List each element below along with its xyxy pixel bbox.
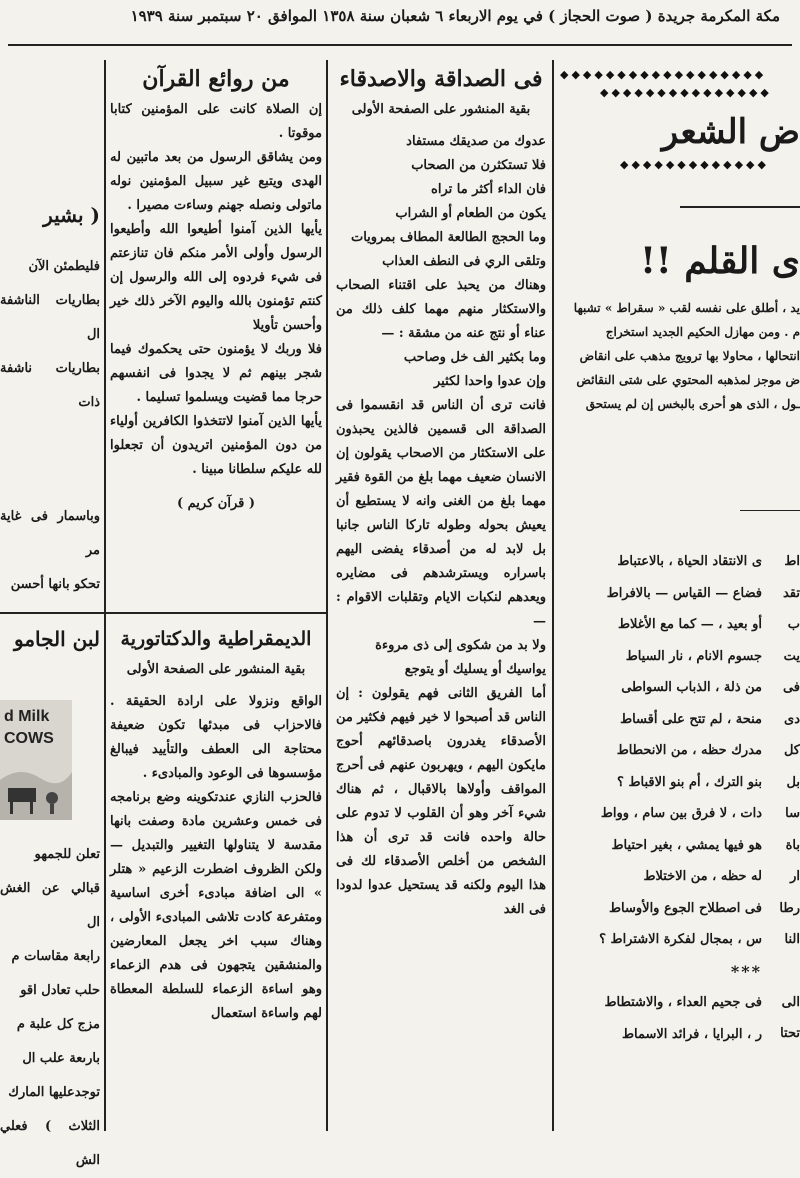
poem-line: ى الانتقاد الحياة ، بالاعتباط xyxy=(617,554,762,569)
ornament-border-bottom: ◆◆◆◆◆◆◆◆◆◆◆◆◆ xyxy=(620,158,769,171)
partial-line: توجدعليها المارك xyxy=(8,1085,100,1100)
poem-line: له حظه ، من الاختلاط xyxy=(643,869,762,884)
verse: يأيها الذين آمنوا لاتتخذوا الكافرين أولياء من دون المؤمنين اتريدون أن تجعلوا لله عليكم سلطانا مبينا . xyxy=(110,414,322,477)
partial-line: مزج كل علبة م xyxy=(16,1017,100,1032)
partial-line: بطاريات الناشفة ال xyxy=(0,293,100,342)
verse: فلا وربك لا يؤمنون حتى يحكموك فيما شجر بينهم ثم لا يجدوا فى انفسهم حرجا مما قضيت ويسلموا تسليما . xyxy=(110,342,322,405)
left-partial-bottom xyxy=(0,838,100,1178)
intro-line: ض موجز لمذهبه المحتوي على شتى النقائض xyxy=(576,373,800,387)
poem-line: جسوم الانام ، نار السياط xyxy=(625,648,762,664)
ad-text-line: COWS xyxy=(4,730,54,747)
verse: يأيها الذين آمنوا أطيعوا الله وأطيعوا الرسول وأولى الأمر منكم فان تنازعتم فى شيء فردوه إلى الله والرسول إن كنتم تؤمنون بالله واليوم الآخر ذلك خير وأحسن تأويلا xyxy=(110,222,322,333)
milk-advertisement xyxy=(0,700,72,820)
democracy-article xyxy=(110,624,322,1026)
poem-fragment: دى xyxy=(784,711,800,727)
poem-fragment: تقد xyxy=(782,585,800,601)
poem-line: س ، بمجال لفكرة الاشتراط ؟ xyxy=(599,932,762,947)
poem-line: مدرك حظه ، من الانحطاط xyxy=(616,743,762,758)
poem-fragment: تحتا xyxy=(780,1026,800,1041)
poem-line: دات ، لا فرق بين سام ، وواط xyxy=(600,806,762,821)
paragraph: فلا تستكثرن من الصحاب xyxy=(411,158,546,173)
quran-signature: ( قرآن كريم ) xyxy=(176,496,256,511)
paragraph: وهناك من يحبذ على اقتناء الصحاب والاستكثار منهم مهما كلف ذلك من عناء أو نتج عنه من مشقة : — xyxy=(336,278,546,341)
intro-line: يد ، أطلق على نفسه لقب « سقراط » تشبها xyxy=(573,301,800,315)
column-rule-center xyxy=(326,60,328,1131)
poem-fragment: الى xyxy=(781,994,800,1010)
verse: ومن يشاقق الرسول من بعد ماتبين له الهدى ويتبع غير سبيل المؤمنين نوله ماتولى ونصله جهنم وساءت مصيرا . xyxy=(110,150,322,213)
democracy-headline: الديمقراطية والدكتاتورية xyxy=(120,628,312,650)
intro-line: انتحالها ، محاولا بها ترويج مذهب على انقاض xyxy=(579,349,800,363)
paragraph: عدوك من صديقك مستفاد xyxy=(406,134,546,149)
poem-fragment: بل xyxy=(786,774,800,790)
poem-fragment: رطا xyxy=(779,900,800,916)
section-divider xyxy=(0,612,326,614)
paragraph: وما الحجج الطالعة المطاف بمرويات xyxy=(350,230,546,245)
paragraph: فان الداء أكثر ما تراه xyxy=(431,182,546,197)
poem-rule xyxy=(740,510,800,511)
poem-intro xyxy=(562,296,800,416)
column-rule-right xyxy=(552,60,554,1131)
paragraph: أما الفريق الثانى فهم يقولون : إن الناس قد أصبحوا لا خير فيهم فكثير من الأصدقاء يغدرون باصدقائهم أحوج مايكون اليهم ، ويهربون عنهم فى أحرج المواقف وأولاها بالاقبال ، ثم هناك شيء آخر وهو أن القلوب لا تدوم على حالة واحده فانت قد ترى أن هذا الشخص من أخلص الأصدقاء لك فى هذا اليوم ولكنه قد يستحيل عدوا لدودا فى الغد xyxy=(336,686,546,917)
poem-line: ر ، البرايا ، فرائد الاسماط xyxy=(621,1026,762,1042)
friendship-article xyxy=(336,64,546,922)
section-rule xyxy=(680,206,800,208)
paragraph: فانت ترى أن الناس قد انقسموا فى الصداقة الى قسمين فالذين يحبذون على الاستكثار من الاصحاب يقولون إن الانسان ضعيف مهما بلغ من القوة فقير مهما بلغ من الغنى وانه لا يستطيع أن يعيش بحوله وطوله تاركا الناس جانبا بل لابد له من أصدقاء يفضى اليهم باسراره ويسترشدهم فى مضايره ويعدهم لنكبات الايام وتقلبات الاقوام : — xyxy=(336,398,546,629)
friendship-subhead: بقية المنشور على الصفحة الأولى xyxy=(351,102,531,117)
partial-line: رابعة مقاسات م xyxy=(11,949,100,964)
partial-line: تحكو بانها أحسن xyxy=(10,577,100,592)
partial-line: فليطمئن الآن xyxy=(28,259,100,274)
cow-illustration xyxy=(0,750,72,820)
intro-line: م . ومن مهازل الحكيم الجديد استخراج xyxy=(605,325,800,339)
partial-line: بطاريات ناشفة ذات xyxy=(0,361,100,410)
partial-line: قبالي عن الغش ال xyxy=(0,881,100,930)
poem-fragment: النا xyxy=(784,932,800,947)
paragraph: وما بكثير الف خل وصاحب xyxy=(403,350,546,365)
ad-text xyxy=(0,700,72,756)
left-partial-top xyxy=(0,200,100,602)
masthead-rule xyxy=(8,44,792,46)
poem-fragment: كل xyxy=(783,743,800,758)
partial-line: تعلن للجمهو xyxy=(34,847,100,862)
poem-fragment: فى xyxy=(782,680,800,695)
poem-fragment: ار xyxy=(790,869,800,884)
intro-line: ـول ، الذى هو أحرى بالبخس إن لم يستحق xyxy=(585,397,800,411)
poem-line: منحة ، لم تتح على أقساط xyxy=(620,711,762,727)
left-top-headline: ( بشير xyxy=(43,203,100,227)
verse: إن الصلاة كانت على المؤمنين كتابا موقوتا . xyxy=(110,102,322,141)
poem-fragment: باة xyxy=(785,837,800,853)
poem-line: فى جحيم العداء ، والاشتطاط xyxy=(604,995,762,1010)
masthead: مكة المكرمة جريدة ( صوت الحجاز ) في يوم الاربعاء ٦ شعبان سنة ١٣٥٨ الموافق ٢٠ سبتمبر سنة ١٩٣٩ xyxy=(130,7,780,25)
poem-fragment: يت xyxy=(783,648,800,664)
partial-line: بارىعة علب ال xyxy=(22,1051,100,1066)
poem-line: هو فيها يمشي ، بغير احتياط xyxy=(611,837,762,853)
partial-line: وباسمار فى غاية مر xyxy=(0,509,100,558)
democracy-subhead: بقية المنشور على الصفحة الأولى xyxy=(126,662,306,677)
ornament-border-second: ◆◆◆◆◆◆◆◆◆◆◆◆◆◆◆ xyxy=(600,86,772,99)
partial-line: الثلاث ) فعلي الش xyxy=(0,1119,100,1168)
section-stars: *** xyxy=(730,961,762,981)
quran-article xyxy=(110,64,322,516)
ornament-border-top: ◆◆◆◆◆◆◆◆◆◆◆◆◆◆◆◆◆◆ xyxy=(560,68,767,81)
friendship-headline: فى الصداقة والاصدقاء xyxy=(339,66,543,92)
ad-text-line: d Milk xyxy=(4,708,50,725)
left-bottom-headline: لبن الجامو xyxy=(13,627,100,651)
poem-fragment: ب xyxy=(787,617,800,632)
poem-line: فى اصطلاح الجوع والأوساط xyxy=(609,900,762,916)
poetry-section-title: ض الشعر xyxy=(661,112,800,152)
paragraph: يواسيك أو يسليك أو يتوجع xyxy=(404,662,546,677)
paragraph: الواقع ونزولا على ارادة الحقيقة . فالاحزاب فى مبدئها تكون ضعيفة محتاجة الى العطف والتأييد فيبالغ مؤسسوها فى الوعود والمبادىء . xyxy=(110,694,322,781)
poem-fragment xyxy=(768,956,800,987)
paragraph: وإن عدوا واحدا لكثير xyxy=(433,374,546,389)
paragraph: ولا بد من شكوى إلى ذى مروءة xyxy=(375,638,546,653)
poem-headline: ى القلم !! xyxy=(640,240,800,282)
poem-column-a xyxy=(580,546,762,1050)
paragraph: وتلقى الري فى النطف العذاب xyxy=(382,254,546,269)
poem-line: بنو الترك ، أم بنو الاقباط ؟ xyxy=(617,774,762,790)
poem-fragment: اط xyxy=(784,554,800,569)
column-rule-left xyxy=(104,60,106,1131)
poem-fragment: سا xyxy=(785,806,800,821)
partial-line: حلب تعادل اقو xyxy=(20,983,100,998)
poem-line: أو بعيد ، — كما مع الأغلاط xyxy=(617,617,762,632)
poem-column-b xyxy=(768,546,800,1050)
paragraph: فالحزب النازي عندتكوينه وضع برنامجه فى خمس وعشرين مادة وصفت بانها مقدسة لا يتناولها التغيير والتبديل — ولكن الظروف اضطرت الزعيم « هتلر » الى اضافة مبادىء أخرى اساسية ومتفرعة كادت تلاشى المبادىء الأولى ، وهناك سبب اخر يجعل المعارضين والمنشقين يتجهون فى هدم الزعماء وهو اساءة الزعماء للسلطة المعطاة لهم واساءة استعمال xyxy=(110,790,322,1021)
paragraph: يكون من الطعام أو الشراب xyxy=(395,206,546,221)
poem-line: من ذلة ، الذباب السواطى xyxy=(621,680,762,695)
poem-line: فضاع — القياس — بالافراط xyxy=(606,585,762,601)
quran-headline: من روائع القرآن xyxy=(142,66,290,92)
